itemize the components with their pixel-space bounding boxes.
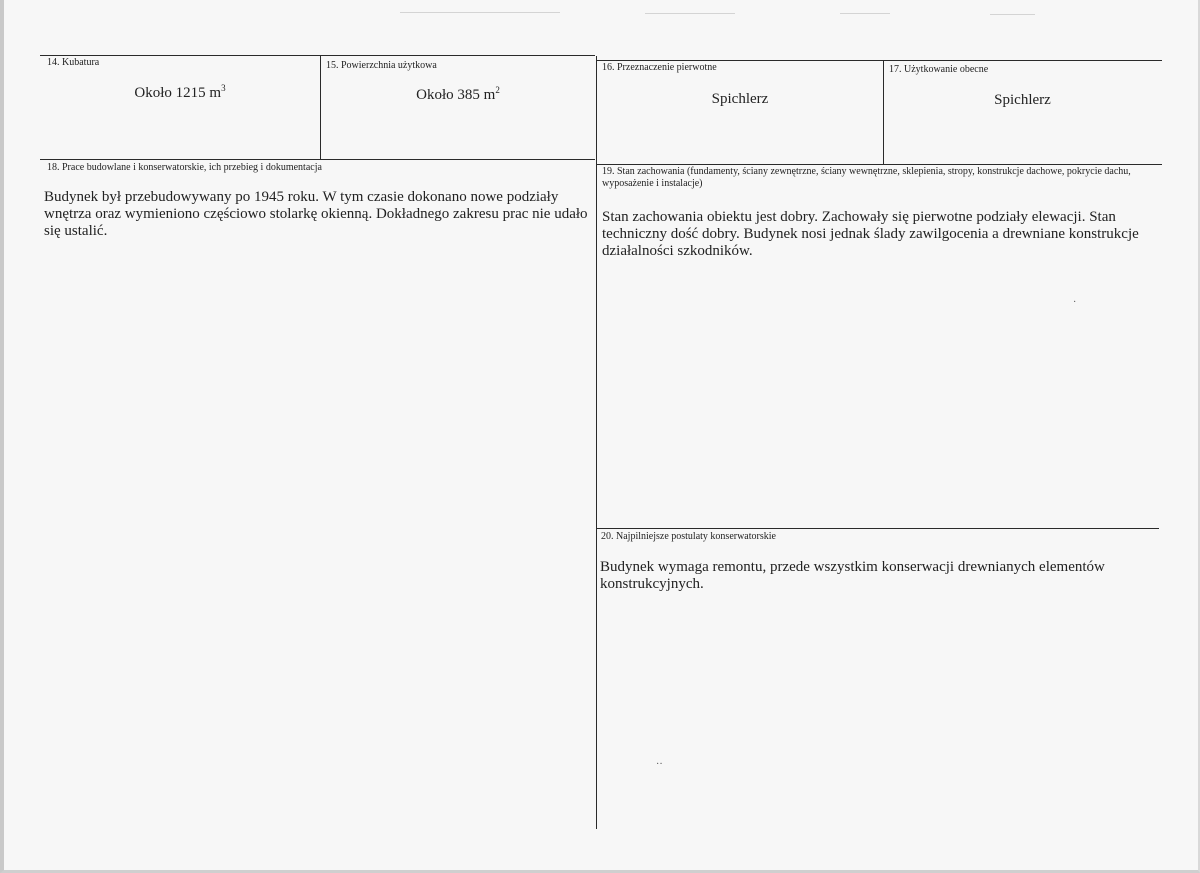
field15-value — [320, 86, 596, 104]
col-divider-17 — [883, 61, 884, 164]
field14-value-exponent: 3 — [221, 83, 226, 93]
scan-speck: ·· — [656, 759, 663, 770]
top-mark — [400, 12, 560, 13]
field15-label: 15. Powierzchnia użytkowa — [326, 60, 437, 71]
top-mark — [840, 13, 890, 14]
field15-value-exponent: 2 — [495, 85, 500, 95]
col-divider-15 — [320, 56, 321, 159]
field15-value-text: Około 385 m — [416, 87, 496, 103]
top-mark — [990, 14, 1035, 15]
row1-bottom-border — [597, 164, 1162, 165]
field17-label: 17. Użytkowanie obecne — [889, 64, 989, 75]
field19-label: 19. Stan zachowania (fundamenty, ściany zewnętrzne, ściany wewnętrzne, sklepienia, stropy, konstrukcje dachowe, pokrycie dachu, wyposażenie i instalacje) — [602, 166, 1131, 189]
row1-bottom-border — [40, 159, 595, 160]
field14-value-text: Około 1215 m — [134, 85, 222, 101]
section20-top-border — [597, 528, 1159, 529]
field17-value: Spichlerz — [994, 92, 1051, 108]
row1-top-border — [40, 55, 595, 56]
field18-label: 18. Prace budowlane i konserwatorskie, ich przebieg i dokumentacja — [47, 162, 322, 173]
field18-text: Budynek był przebudowywany po 1945 roku. W tym czasie dokonano nowe podziały wnętrza oraz wymieniono częściowo stolarkę okienną. Dokładnego zakresu prac nie udało się ustalić. — [44, 189, 588, 239]
col-divider-16 — [596, 56, 597, 829]
field16-value: Spichlerz — [711, 91, 769, 107]
field20-label: 20. Najpilniejsze postulaty konserwatorskie — [601, 531, 776, 542]
row1-top-border — [597, 60, 1162, 61]
field20-text: Budynek wymaga remontu, przede wszystkim konserwacji drewnianych elementów konstrukcyjnych. — [600, 559, 1105, 592]
field14-value — [40, 84, 320, 102]
field14-label: 14. Kubatura — [47, 57, 100, 68]
field16-label: 16. Przeznaczenie pierwotne — [602, 62, 717, 73]
scan-speck: · — [1073, 297, 1077, 308]
field19-text: Stan zachowania obiektu jest dobry. Zachowały się pierwotne podziały elewacji. Stan techniczny dość dobry. Budynek nosi jednak ślady zawilgocenia a drewniane konstrukcje działalności szkodników. — [602, 209, 1139, 259]
top-mark — [645, 13, 735, 14]
